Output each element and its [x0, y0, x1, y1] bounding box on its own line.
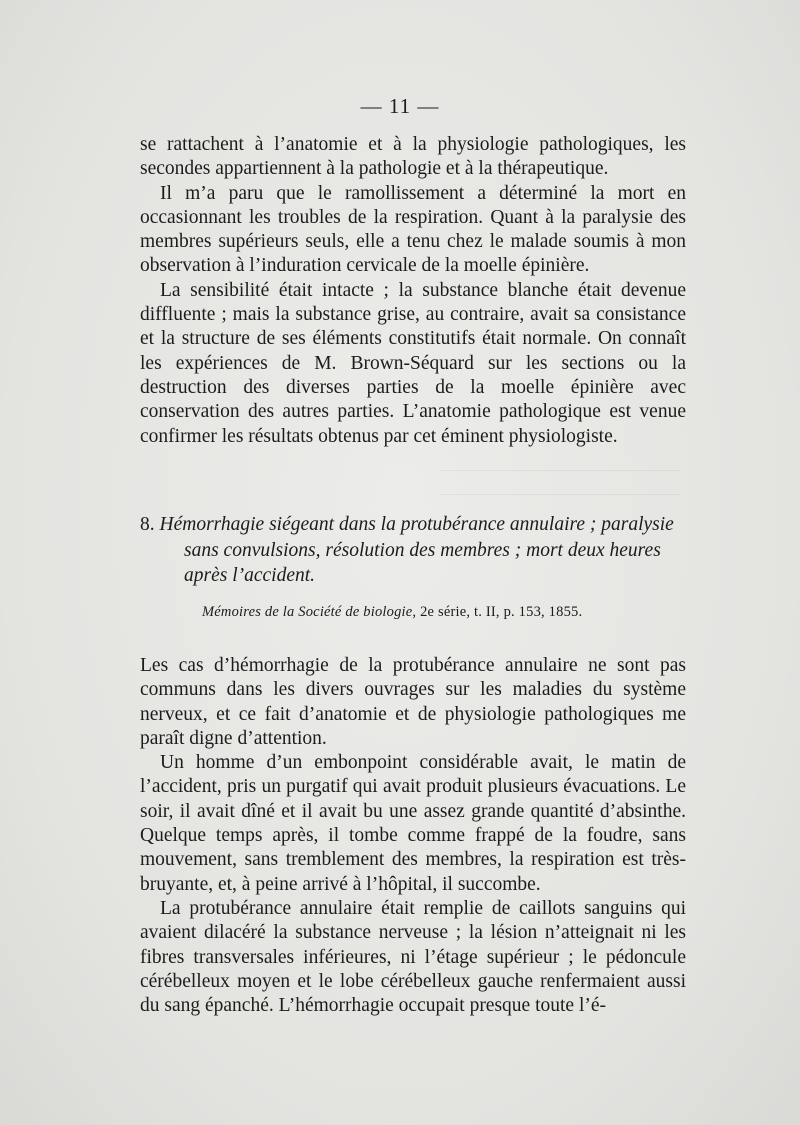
intro-paragraph-3: La sensibilité était intacte ; la substance blanche était devenue diffluente ; mais la substance grise, au contraire, avait sa consistance et la structure de ses éléments constitutifs était normale. On connaît les expériences de M. Brown-Séquard sur les sections ou la destruction des diverses parties de la moelle épinière avec conservation des autres parties. L’anatomie pathologique est venue confirmer les résultats obtenus par cet éminent physiologiste.: [140, 279, 686, 447]
intro-paragraph-1: se rattachent à l’anatomie et à la physiologie pathologiques, les secondes appartiennent à la pathologie et à la thérapeutique.: [140, 134, 686, 180]
citation-details: 2e série, t. II, p. 153, 1855.: [420, 604, 583, 620]
observation-paragraph-2: Un homme d’un embonpoint considérable avait, le matin de l’accident, pris un purgatif qui avait produit plusieurs évacuations. Le soir, il avait dîné et il avait bu une assez grande quantité d’absinthe. Quelque temps après, il tombe comme frappé de la foudre, sans mouvement, sans tremblement des membres, la respiration est très-bruyante, et, à peine arrivé à l’hôpital, il succombe.: [140, 752, 686, 895]
page-number: — 11 —: [360, 94, 440, 118]
observation-heading: [140, 512, 686, 589]
observation-paragraph-3: La protubérance annulaire était remplie de caillots sanguins qui avaient dilacéré la substance nerveuse ; la lésion n’atteignait ni les fibres transversales inférieures, ni l’étage supérieur ; le pédoncule cérébelleux moyen et le lobe cérébelleux gauche renfermaient aussi du sang épanché. L’hémorrhagie occupait presque toute l’é-: [140, 897, 686, 1017]
intro-paragraph-2: Il m’a paru que le ramollissement a déterminé la mort en occasionnant les troubles de la respiration. Quant à la paralysie des membres supérieurs seuls, elle a tenu chez le malade soumis à mon observation à l’induration cervicale de la moelle épinière.: [140, 182, 686, 277]
observation-title-line-3: après l’accident.: [184, 565, 316, 586]
observation-title-line-1: Hémorrhagie siégeant dans la protubérance annulaire ; paralysie: [159, 514, 674, 535]
observation-number: 8.: [140, 514, 155, 535]
citation: [202, 603, 672, 621]
intro-text-block: [140, 133, 686, 449]
observation-text-block: [140, 654, 686, 1018]
citation-title: Mémoires de la Société de biologie,: [202, 604, 417, 620]
observation-title-line-2: sans convulsions, résolution des membres ; mort deux heures: [184, 539, 661, 561]
bleed-through-line: [440, 494, 680, 495]
bleed-through-line: [440, 470, 680, 471]
observation-paragraph-1: Les cas d’hémorrhagie de la protubérance annulaire ne sont pas communs dans les divers ouvrages sur les maladies du système nerveux, et ce fait d’anatomie et de physiologie pathologiques me paraît digne d’attention.: [140, 655, 686, 749]
